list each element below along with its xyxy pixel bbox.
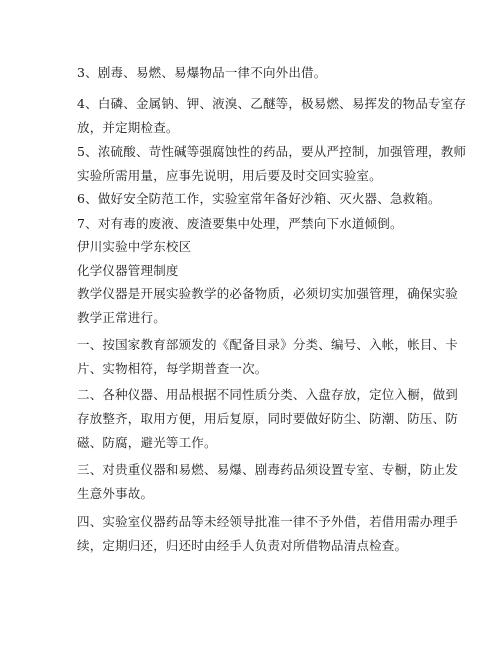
paragraph-rule-4 (77, 92, 467, 140)
paragraph-rule-3 (77, 61, 423, 85)
text-line: 4、白磷、金属钠、钾、液溴、乙醚等，极易燃、易挥发的物品专室存 (77, 96, 467, 111)
section-title (77, 259, 423, 283)
paragraph-item-4 (77, 510, 459, 558)
text-line: 生意外事故。 (77, 486, 154, 501)
paragraph-item-1 (77, 333, 459, 381)
paragraph-rule-6 (77, 187, 441, 211)
text-line: 伊川实验中学东校区 (77, 239, 192, 254)
text-line: 6、做好安全防范工作，实验室常年备好沙箱、灭火器、急救箱。 (77, 191, 441, 206)
text-line: 教学正常进行。 (77, 310, 166, 325)
text-line: 四、实验室仪器药品等未经领导批准一律不予外借，若借用需办理手 (77, 514, 459, 529)
text-line: 实验所需用量，应事先说明，用后要及时交回实验室。 (77, 168, 382, 183)
text-line: 片、实物相符，每学期普查一次。 (77, 361, 268, 376)
paragraph-rule-7 (77, 212, 423, 236)
text-line: 化学仪器管理制度 (77, 263, 179, 278)
text-line: 二、各种仪器、用品根据不同性质分类、入盘存放，定位入橱，做到 (77, 387, 459, 402)
text-line: 三、对贵重仪器和易燃、易爆、剧毒药品须设置专室、专橱，防止发 (77, 462, 459, 477)
text-line: 5、浓硫酸、苛性碱等强腐蚀性的药品，要从严控制，加强管理，教师 (77, 144, 467, 159)
paragraph-item-2 (77, 383, 459, 455)
text-line: 磁、防腐，避光等工作。 (77, 435, 217, 450)
paragraph-rule-5 (77, 140, 467, 188)
text-line: 续，定期归还，归还时由经手人负责对所借物品清点检查。 (77, 538, 408, 553)
text-line: 存放整齐，取用方便，用后复原，同时要做好防尘、防潮、防压、防 (77, 411, 459, 426)
text-line: 教学仪器是开展实验教学的必备物质，必须切实加强管理，确保实验 (77, 286, 459, 301)
text-line: 3、剧毒、易燃、易爆物品一律不向外出借。 (77, 65, 327, 80)
text-line: 7、对有毒的废液、废渣要集中处理，严禁向下水道倾倒。 (77, 216, 403, 231)
text-line: 放，并定期检查。 (77, 120, 179, 135)
text-line: 一、按国家教育部颁发的《配备目录》分类、编号、入帐，帐目、卡 (77, 337, 459, 352)
paragraph-item-3 (77, 458, 459, 506)
school-name (77, 235, 423, 259)
paragraph-intro (77, 282, 459, 330)
